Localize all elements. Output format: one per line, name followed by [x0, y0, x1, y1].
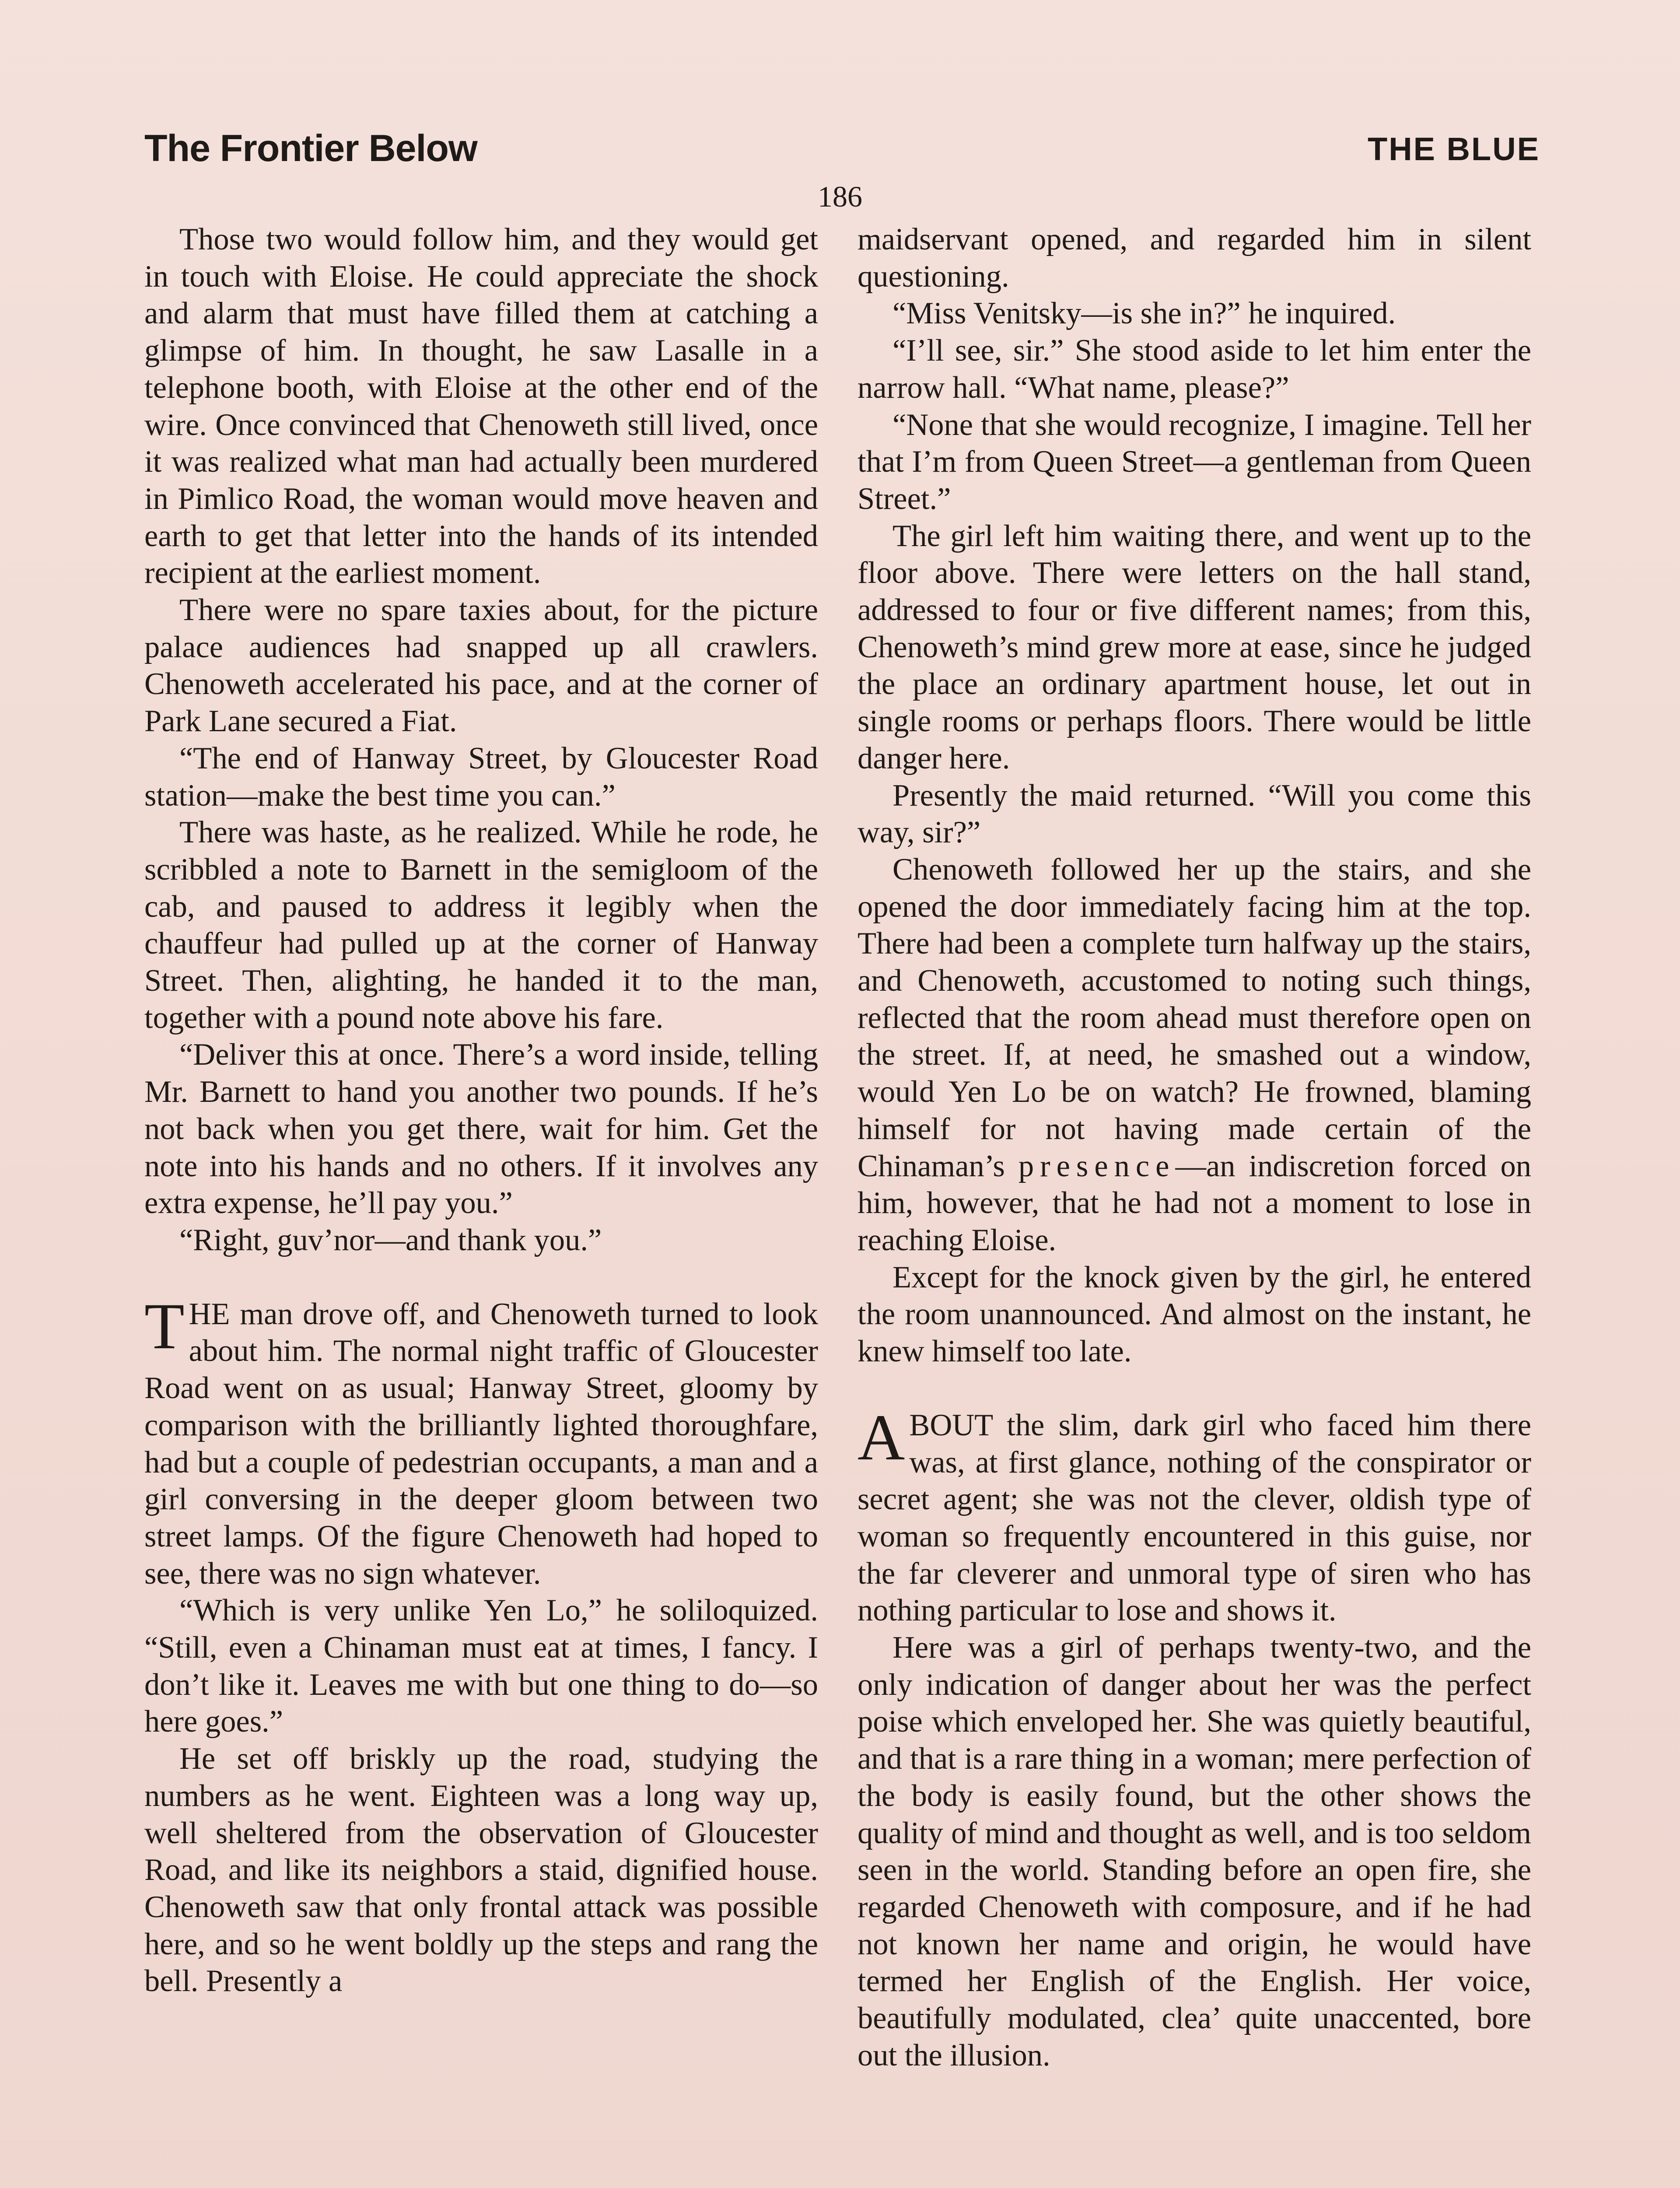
paragraph-text: HE man drove off, and Chenoweth turned to look about him. The normal night traffic of Gloucester Road went on as usual; Hanway Street, gloomy by comparison with the brilliantly lighted thoroughfare, had but a couple of pedestrian occupants, a man and a girl conversing in the deeper gloom between two street lamps. Of the figure Chenoweth had hoped to see, there was no sign whatever.	[144, 1297, 818, 1591]
story-title: The Frontier Below	[144, 127, 477, 169]
paragraph	[858, 851, 1531, 1259]
paragraph: “The end of Hanway Street, by Gloucester Road station—make the best time you can.”	[144, 741, 818, 813]
paragraph: maidservant opened, and regarded him in silent questioning.	[858, 222, 1531, 294]
paragraph: “Miss Venitsky—is she in?” he inquired.	[892, 296, 1396, 331]
paragraph: He set off briskly up the road, studying the numbers as he went. Eighteen was a long way up, well sheltered from the observation of Gloucester Road, and like its neighbors a staid, dignified house. Chenoweth saw that only frontal attack was possible here, and so he went boldly up the steps and rang the bell. Presently a	[144, 1742, 818, 1999]
paragraph: “Right, guv’nor—and thank you.”	[179, 1223, 602, 1257]
paragraph: The girl left him waiting there, and went up to the floor above. There were letters on the hall stand, addressed to four or five different names; from this, Chenoweth’s mind grew more at ease, since he judged the place an ordinary apartment house, let out in single rooms or perhaps floors. There would be little danger here.	[858, 519, 1531, 775]
paragraph: There were no spare taxies about, for the picture palace audiences had snapped up all crawlers. Chenoweth accelerated his pace, and at the corner of Park Lane secured a Fiat.	[144, 593, 818, 739]
paragraph: There was haste, as he realized. While he rode, he scribbled a note to Barnett in the semigloom of the cab, and paused to address it legibly when the chauffeur had pulled up at the corner of Hanway Street. Then, alighting, he handed it to the man, together with a pound note above his fare.	[144, 815, 818, 1035]
paragraph: “None that she would recognize, I imagine. Tell her that I’m from Queen Street—a gentleman from Queen Street.”	[858, 407, 1531, 516]
paragraph: “I’ll see, sir.” She stood aside to let him enter the narrow hall. “What name, please?”	[858, 333, 1531, 405]
paragraph: Except for the knock given by the girl, he entered the room unannounced. And almost on the instant, he knew himself too late.	[858, 1260, 1531, 1369]
paragraph-text: —an indiscretion forced on him, however, that he had not a moment to lose in reaching Eloise.	[858, 1149, 1531, 1257]
paragraph: Those two would follow him, and they would get in touch with Eloise. He could appreciate the shock and alarm that must have filled them at catching a glimpse of him. In thought, he saw Lasalle in a telephone booth, with Eloise at the other end of the wire. Once convinced that Chenoweth still lived, once it was realized what man had actually been murdered in Pimlico Road, the woman would move heaven and earth to get that letter into the hands of its intended recipient at the earliest moment.	[144, 222, 818, 590]
section-start-paragraph	[144, 1290, 818, 1592]
drop-cap: A	[858, 1401, 905, 1474]
right-column	[858, 221, 1531, 2074]
paragraph: “Deliver this at once. There’s a word inside, telling Mr. Barnett to hand you another two pounds. If he’s not back when you get there, wait for him. Get the note into his hands and no others. If it involves any extra expense, he’ll pay you.”	[144, 1038, 818, 1220]
paragraph-text: BOUT the slim, dark girl who faced him there was, at first glance, nothing of the conspirator or secret agent; she was not the clever, oldish type of woman so frequently encountered in this guise, nor the far cleverer and unmoral type of siren who has nothing particular to lose and shows it.	[858, 1408, 1531, 1628]
paragraph: “Which is very unlike Yen Lo,” he soliloquized. “Still, even a Chinaman must eat at times, I fancy. I don’t like it. Leaves me with but one thing to do—so here goes.”	[144, 1593, 818, 1739]
magazine-title: THE BLUE	[1368, 131, 1540, 167]
drop-cap: T	[144, 1290, 185, 1363]
section-start-paragraph	[858, 1401, 1531, 1629]
paragraph: Here was a girl of perhaps twenty-two, and the only indication of danger about her was the perfect poise which enveloped her. She was quietly beautiful, and that is a rare thing in a woman; mere perfection of the body is easily found, but the other shows the quality of mind and thought as well, and is too seldom seen in the world. Standing before an open fire, she regarded Chenoweth with composure, and if he had not known her name and origin, he would have termed her English of the English. Her voice, beautifully modulated, clea’ quite unaccented, bore out the illusion.	[858, 1630, 1531, 2072]
left-column	[144, 221, 818, 2000]
paragraph-text: Chenoweth followed her up the stairs, and she opened the door immediately facing him at the top. There had been a complete turn halfway up the stairs, and Chenoweth, accustomed to noting such things, reflected that the room ahead must therefore open on the street. If, at need, he smashed out a window, would Yen Lo be on watch? He frowned, blaming himself for not having made certain of the Chinaman’s	[858, 852, 1531, 1183]
paragraph: Presently the maid returned. “Will you come this way, sir?”	[858, 778, 1531, 850]
spaced-word: presence	[1018, 1149, 1176, 1183]
page-number: 186	[818, 180, 862, 213]
